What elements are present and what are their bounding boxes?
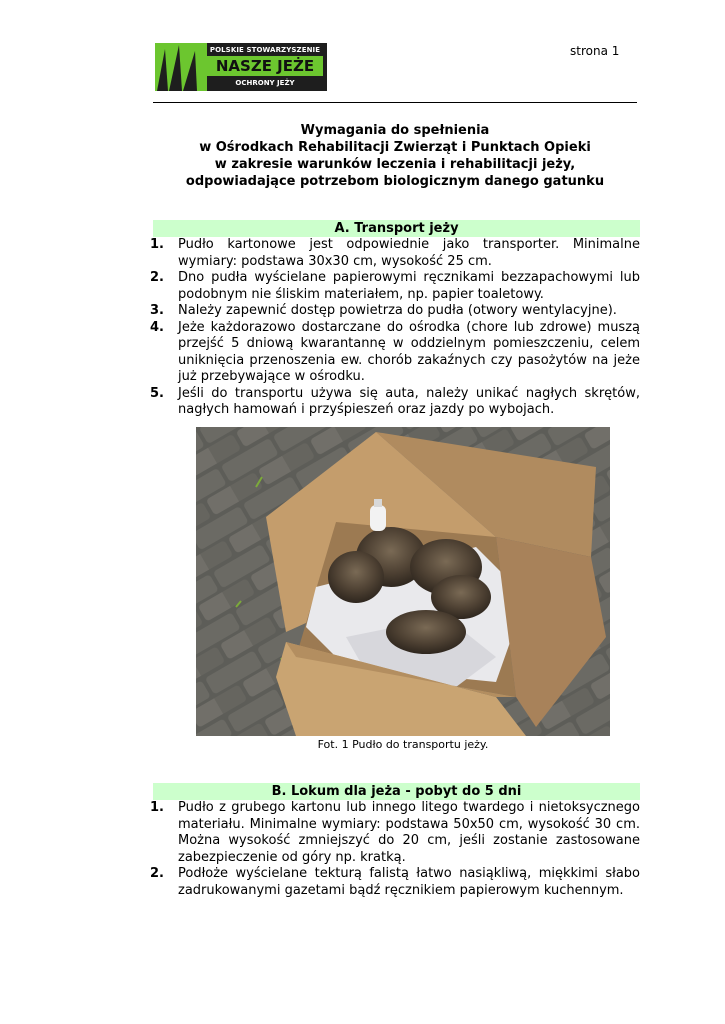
document-title [153, 122, 637, 190]
item-text: Dno pudła wyścielane papierowymi ręcznikami bezzapachowymi lub podobnym nie śliskim materiałem, np. papier toaletowy. [178, 270, 640, 302]
section-b-list [150, 800, 640, 899]
logo-line-2: NASZE JEŻE [207, 56, 323, 76]
title-line-2: w Ośrodkach Rehabilitacji Zwierząt i Punktach Opieki [199, 140, 591, 155]
header-divider [153, 102, 637, 103]
list-item [150, 237, 640, 270]
hedgehogs-in-box-image [196, 427, 610, 736]
item-text: Podłoże wyścielane tekturą falistą łatwo nasiąkliwą, miękkimi słabo zadrukowanymi gazetami bądź ręcznikiem papierowym kuchennym. [178, 866, 640, 898]
item-number: 3. [150, 303, 164, 318]
item-text: Jeże każdorazowo dostarczane do ośrodka (chore lub zdrowe) muszą przejść 5 dniową kwarantannę w oddzielnym pomieszczeniu, celem uniknięcia przenoszenia ew. chorób zakaźnych czy pasożytów na jeże już przebywające w ośrodku. [178, 319, 640, 384]
section-b-heading: B. Lokum dla jeża - pobyt do 5 dni [153, 783, 640, 800]
title-line-1: Wymagania do spełnienia [300, 123, 490, 138]
hedgehog-box-photo [196, 427, 610, 736]
logo-line-1: POLSKIE STOWARZYSZENIE [209, 46, 321, 54]
item-number: 4. [150, 319, 164, 335]
section-a-list [150, 237, 640, 419]
list-item [150, 800, 640, 866]
item-number: 1. [150, 800, 164, 815]
page-number: strona 1 [570, 44, 620, 58]
list-item [150, 386, 640, 419]
item-text: Należy zapewnić dostęp powietrza do pudła (otwory wentylacyjne). [178, 303, 617, 318]
list-item [150, 866, 640, 899]
item-text: Pudło kartonowe jest odpowiednie jako transporter. Minimalne wymiary: podstawa 30x30 cm, wysokość 25 cm. [178, 237, 640, 269]
section-a-heading: A. Transport jeży [153, 220, 640, 237]
item-number: 2. [150, 866, 164, 881]
item-number: 1. [150, 237, 164, 252]
title-line-3: w zakresie warunków leczenia i rehabilitacji jeży, [214, 157, 576, 172]
logo-line-3: OCHRONY JEŻY [235, 79, 295, 87]
list-item [150, 270, 640, 303]
item-text: Pudło z grubego kartonu lub innego litego twardego i nietoksycznego materiału. Minimalne wymiary: podstawa 50x50 cm, wysokość 30 cm. Można wysokość zmniejszyć do 20 cm, jeśli zostanie zastosowane zabezpieczenie od góry np. kratką. [178, 800, 640, 865]
grass-logo-icon [155, 43, 207, 91]
list-item [150, 320, 640, 386]
item-text: Jeśli do transportu używa się auta, należy unikać nagłych skrętów, nagłych hamowań i przyśpieszeń oraz jazdy po wybojach. [178, 385, 640, 417]
item-number: 2. [150, 270, 164, 285]
list-item [150, 303, 640, 320]
item-number: 5. [150, 385, 164, 401]
title-line-4: odpowiadające potrzebom biologicznym danego gatunku [185, 174, 605, 189]
association-logo [155, 43, 327, 91]
photo-caption: Fot. 1 Pudło do transportu jeży. [317, 738, 489, 751]
